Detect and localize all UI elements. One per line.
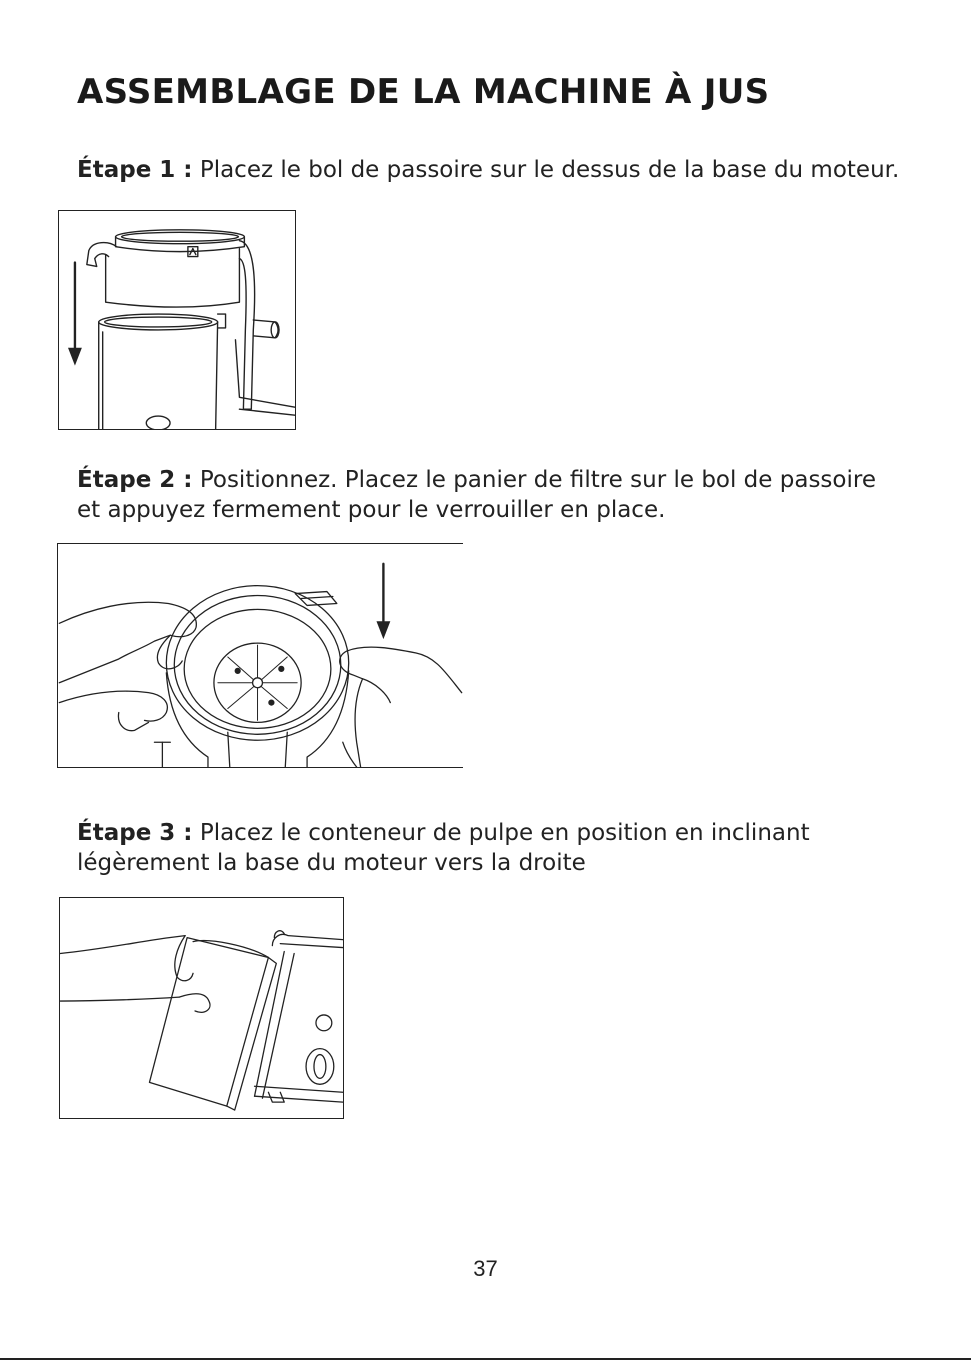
step-2-text bbox=[77, 465, 876, 525]
step-1-text bbox=[77, 155, 899, 185]
down-arrow-icon bbox=[376, 564, 390, 639]
step-1-label: Étape 1 : bbox=[77, 157, 193, 183]
step-2-illustration bbox=[57, 543, 463, 768]
page-title: ASSEMBLAGE DE LA MACHINE À JUS bbox=[77, 72, 770, 112]
step-2-line-1: Positionnez. Placez le panier de filtre sur le bol de passoire bbox=[199, 467, 876, 493]
hands-drawing bbox=[59, 602, 461, 767]
step-1-line-1: Placez le bol de passoire sur le dessus de la base du moteur. bbox=[199, 157, 900, 183]
step-2-line-2: et appuyez fermement pour le verrouiller en place. bbox=[77, 497, 666, 523]
step-3-label: Étape 3 : bbox=[77, 820, 193, 846]
step-3-text bbox=[77, 818, 810, 878]
step-1-illustration bbox=[58, 210, 296, 430]
motor-base-drawing bbox=[99, 314, 295, 429]
step-2-label: Étape 2 : bbox=[77, 467, 193, 493]
step-3-illustration bbox=[59, 897, 344, 1119]
down-arrow-icon bbox=[68, 263, 82, 366]
filter-basket-drawing bbox=[214, 643, 301, 722]
step-3-line-2: légèrement la base du moteur vers la droite bbox=[77, 850, 586, 876]
page-number: 37 bbox=[473, 1256, 498, 1281]
step-3-line-1: Placez le conteneur de pulpe en position en inclinant bbox=[199, 820, 810, 846]
bottom-rule bbox=[0, 1358, 971, 1360]
hand-drawing bbox=[60, 936, 210, 1013]
